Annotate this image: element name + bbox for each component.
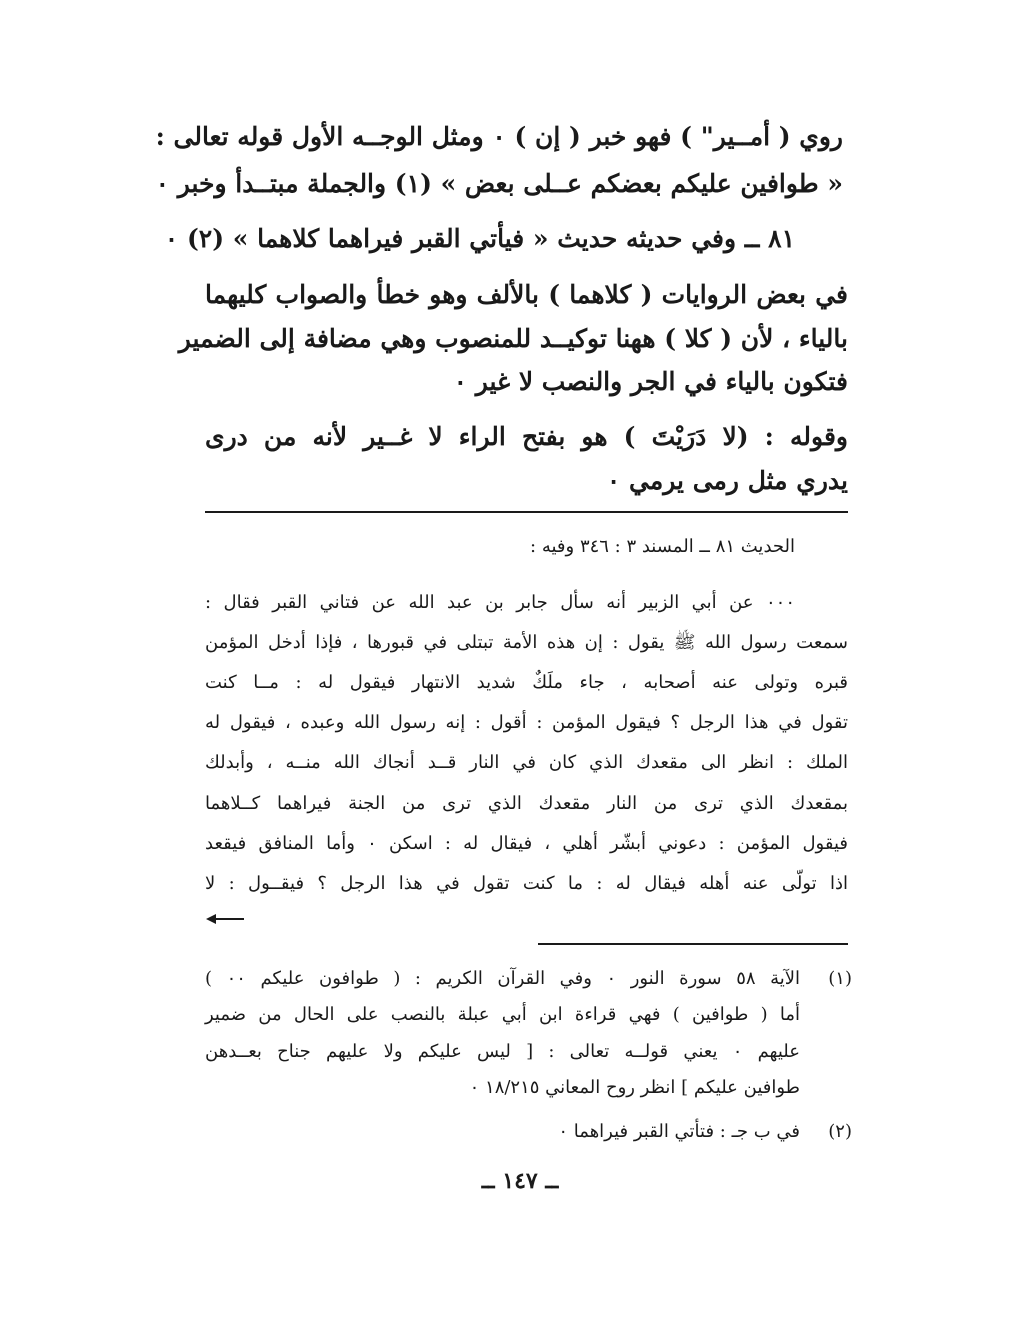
hadith-note-line-2: سمعت رسول الله ﷺ يقول : إن هذه الأمة تبتلى في قبورها ، فإذا أدخل المؤمن [205, 632, 848, 653]
footnote-1-number: (١) [828, 968, 852, 989]
footnote-2-line-1: في ب جـ : فتأتي القبر فيراهما ٠ [558, 1121, 800, 1142]
hadith-note-line-4: تقول في هذا الرجل ؟ فيقول المؤمن : أقول : إنه رسول الله وعبده ، فيقول له [205, 712, 848, 733]
main-text-line-5: بالياء ، لأن ( كلا ) ههنا توكيــد للمنصوب وهي مضافة إلى الضمير [178, 324, 848, 353]
footnote-divider [538, 943, 848, 945]
hadith-note-line-8: اذا تولّى عنه أهله فيقال له : ما كنت تقول في هذا الرجل ؟ فيقــول : لا [205, 873, 848, 894]
main-text-line-6: فتكون بالياء في الجر والنصب لا غير ٠ [453, 367, 848, 396]
continued-arrow-icon [206, 910, 246, 928]
hadith-note-line-5: الملك : انظر الى مقعدك الذي كان في النار قــد أنجاك الله منــه ، وأبدلك [205, 752, 848, 773]
main-text-line-8: يدري مثل رمى يرمي ٠ [606, 466, 848, 495]
hadith-note-line-1: ٠٠٠ عن أبي الزبير أنه سأل جابر بن عبد الله عن فتاني القبر فقال : [205, 592, 795, 613]
hadith-note-line-3: قبره وتولى عنه أصحابه ، جاء ملَكٌ شديد الانتهار فيقول له : مــا كنت [205, 672, 848, 693]
main-text-line-4: في بعض الروايات ( كلاهما ) بالألف وهو خطأ والصواب كليهما [205, 280, 848, 309]
page-number: ــ ١٤٧ ــ [481, 1168, 559, 1194]
footnote-2-number: (٢) [828, 1121, 852, 1142]
main-text-line-7: وقوله : (لا دَرَيْتَ ) هو بفتح الراء لا غــير لأنه من درى [205, 422, 848, 451]
hadith-note-heading: الحديث ٨١ ــ المسند ٣ : ٣٤٦ وفيه : [530, 536, 795, 557]
main-text-line-1: روي ( أمــير" ) فهو خبر ( إن ) ٠ ومثل الوجــه الأول قوله تعالى : [155, 122, 843, 151]
hadith-81-line: ٨١ ــ وفي حديثه حديث « فيأتي القبر فيراهما كلاهما » (٢) ٠ [164, 224, 795, 253]
hadith-note-line-7: فيقول المؤمن : دعوني أبشّر أهلي ، فيقال له : اسكن ٠ وأما المنافق فيقعد [205, 833, 848, 854]
footnote-1-line-3: عليهم ٠ يعني قولــه تعالى : [ ليس عليكم ولا عليهم جناح بعــدهن [205, 1041, 800, 1062]
footnote-1-line-2: أما ( طوافين ) فهي قراءة ابن أبي عبلة بالنصب على الحال من ضمير [205, 1004, 800, 1025]
main-text-line-2: « طوافين عليكم بعضكم عــلى بعض » (١) والجملة مبتــدأ وخبر ٠ [155, 169, 843, 198]
footnote-1-line-4: طوافين عليكم ] انظر روح المعاني ١٨/٢١٥ ٠ [469, 1077, 800, 1098]
footnote-1-line-1: الآية ٥٨ سورة النور ٠ وفي القرآن الكريم : ( طوافون عليكم ٠٠ ) [205, 968, 800, 989]
hadith-note-line-6: بمقعدك الذي ترى من النار مقعدك الذي ترى من الجنة فيراهما كــلاهما [205, 793, 848, 814]
main-divider [205, 511, 848, 513]
